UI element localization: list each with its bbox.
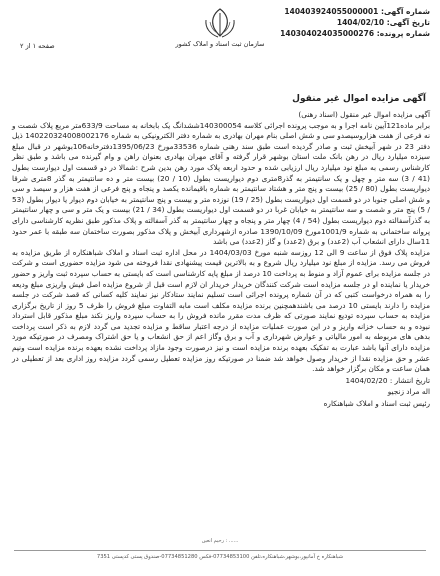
file-number: 140304024035000276 [280, 29, 375, 38]
ad-header [280, 6, 430, 39]
paragraph: برابر ماده121آیین نامه اجرا و به موجب پرونده اجرائی کلاسه 140300054ششدانگ یک بابخانه به مساحت 633/9متر مربع پلاک شصت و نه فرعی از هفت هزاروسیصدو سی و شش اصلی بنام مهران بهادری به شماره دفتر الکترونیکی به شماره 140220324008002176 ذیل دفتر 23 در شهر آبیخش ثبت و صادر گردیده است طبق سند رهنی شماره 33536مورخ 1395/06/23دفترخانه106بوشهر در قبال مبلغ سیزده میلیارد ریال در رهن بانک ملت استان بوشهر قرار گرفته و آقای مهران بهادری بعنوان راهن و وام گیرنده می باشد و طبق نظر کارشناس رسمی به مبلغ نود میلیارد ریال ارزیابی شده و حدود اربعه پلاک مورد رهن بدین شرح :شمالا در دو قسمت اول دیوارست بطول (41 / 3) سه متر و چهل و یک سانتیمتر به گذر8متری دوم دیواریست بطول (10 / 20) بیست متر و ده سانتیمتر به گذر 8متری شرقا دیواریست بطول (80 / 25) بیست و پنج متر و هشتاد سانتیمتر به شماره باقیمانده یکصد و پنجاه و پنج فرعی از هفت هزار و سیصد و سی و شش اصلی جنوبا در دو قسمت اول دیواریست بطول (25 / 19) نوزده متر و بیست و پنج سانتیمتر به خیابان دوم دیوار یا دیوار بطول (53 / 5) پنج متر و شصت و سه سانتیمتر به خیابان غربا در دو قسمت اول دیواریست بطول (34 / 21) بیست و یک متر و سی و چهار سانتیمتر به گذرآسفالته دوم دیواریست بطول (54 / 4) چهار متر و پنجاه و چهار سانتیمتر به گذر آسفالته و پلاک مذکور طبق نظریه کارشناسی دارای پروانه ساختمانی به شماره 1001/9مورخ 1390/10/09 صادره ازشهرداری آبیخش و پلاک مذکور بصورت ساختمان سه طبقه با عمر حدود 11سال دارای انشعاب آب (2عدد) و برق (2عدد) و گاز (2عدد) می باشد [12, 120, 431, 247]
ad-number-row [280, 6, 430, 17]
ad-date-row [280, 17, 430, 28]
signatory-name: اله مراد زنجیو [387, 387, 430, 397]
footer-address: شباهنکاره خ آمانپور،بوشهر،شباهنکاره،تلفن 07734853100-فکس 07734851280-صندوق پستی کدپستی 7351 [96, 554, 344, 560]
emblem-logo [196, 6, 244, 40]
footer-divider [14, 550, 426, 551]
page-indicator: صفحه ۱ از ۲ [20, 42, 55, 50]
document-title: آگهی مزایده اموال غیر منقول [292, 94, 426, 104]
footer-signature-line: ...... : رحیم انعیں [201, 538, 239, 544]
publish-date: تاریخ انتشار : 1404/02/20 [345, 375, 430, 385]
ad-number: 140403924055000001 [284, 7, 379, 16]
file-number-label: شماره پرونده: [376, 29, 430, 38]
signatory-title: رئیس ثبت اسناد و املاک شباهنکاره [323, 399, 430, 409]
ad-number-label: شماره آگهی: [380, 7, 430, 16]
ad-date: 1404/02/10 [336, 18, 385, 27]
org-name: سازمان ثبت اسناد و املاک کشور [175, 40, 265, 48]
paragraph: آگهی مزایده اموال غیر منقول (اسناد رهنی) [298, 110, 430, 119]
ad-date-label: تاریخ آگهی: [386, 18, 430, 27]
document-body [12, 110, 430, 410]
paragraph: مزایده پلاک فوق از ساعت 9 الی 12 روزسه شنبه مورخ 1404/03/03 در محل اداره ثبت اسناد و املاک شباهنکاره از طریق مزایده به فروش می رسد. مزایده از مبلغ نود میلیارد ریال شروع و به بالاترین قیمت پیشنهادی نقدا فروخته می شود مزایده حضوری است و شرکت در جلسه مزایده برای عموم آزاد و منوط به پرداخت 10 درصد از مبلغ پایه کارشناسی است که بایستی به حساب سپرده ثبت واریز و حضور خریدار یا نماینده او در جلسه مزایده است شرکت کنندگان خریدار خریدار ان لازم است قبل از شروع مزایده اصل فیش واریزی مبلغ ودیعه را به همراه درخواست کتبی که در آن شماره پرونده اجرائی است تسلیم نمایند ستادکار نیز نمایند کلیه کسانی که قصد شرکت در جلسه مزایده را دارند بایستی 10 درصد می باشندهمچنین برنده مزایده مکلف است مابه التفاوت مبلغ فروش را ظرف 5 روز از تاریخ برگزاری مزایده به حساب سپرده تودیع نمایند صورتی که ظرف مدت مقرر مانده فروش را به حساب سپرده واریز نکند مبلغ مذکور قابل استرداد نبوده و به حساب خزانه واریز و در این صورت عملیات مزایده از درجه اعتبار ساقط و مزایده تجدید می گردد لازم به ذکر است پرداخت بدهی های مربوطه به امور مالیاتی و عوارض شهرداری و آب و برق وگاز اعم از حق انشعاب و یا حق اشتراک ومصرف در صورتیکه مورد مزایده دارای آنها باشد عبارت به تفکیک بعهده برنده مزایده است و نیز درصورت وجود مازاد پرداخت نشده بعهده برنده مزایده است ونیم عشر و حق مزایده نقدا از خریدار وصول خواهد شد ضمنا در صورتیکه روز مزایده تعطیل رسمی گردد مزایده روز اداری بعد از تعطیلی در همان ساعت و مکان برگزار خواهد شد. [12, 247, 430, 374]
file-number-row [280, 28, 430, 39]
